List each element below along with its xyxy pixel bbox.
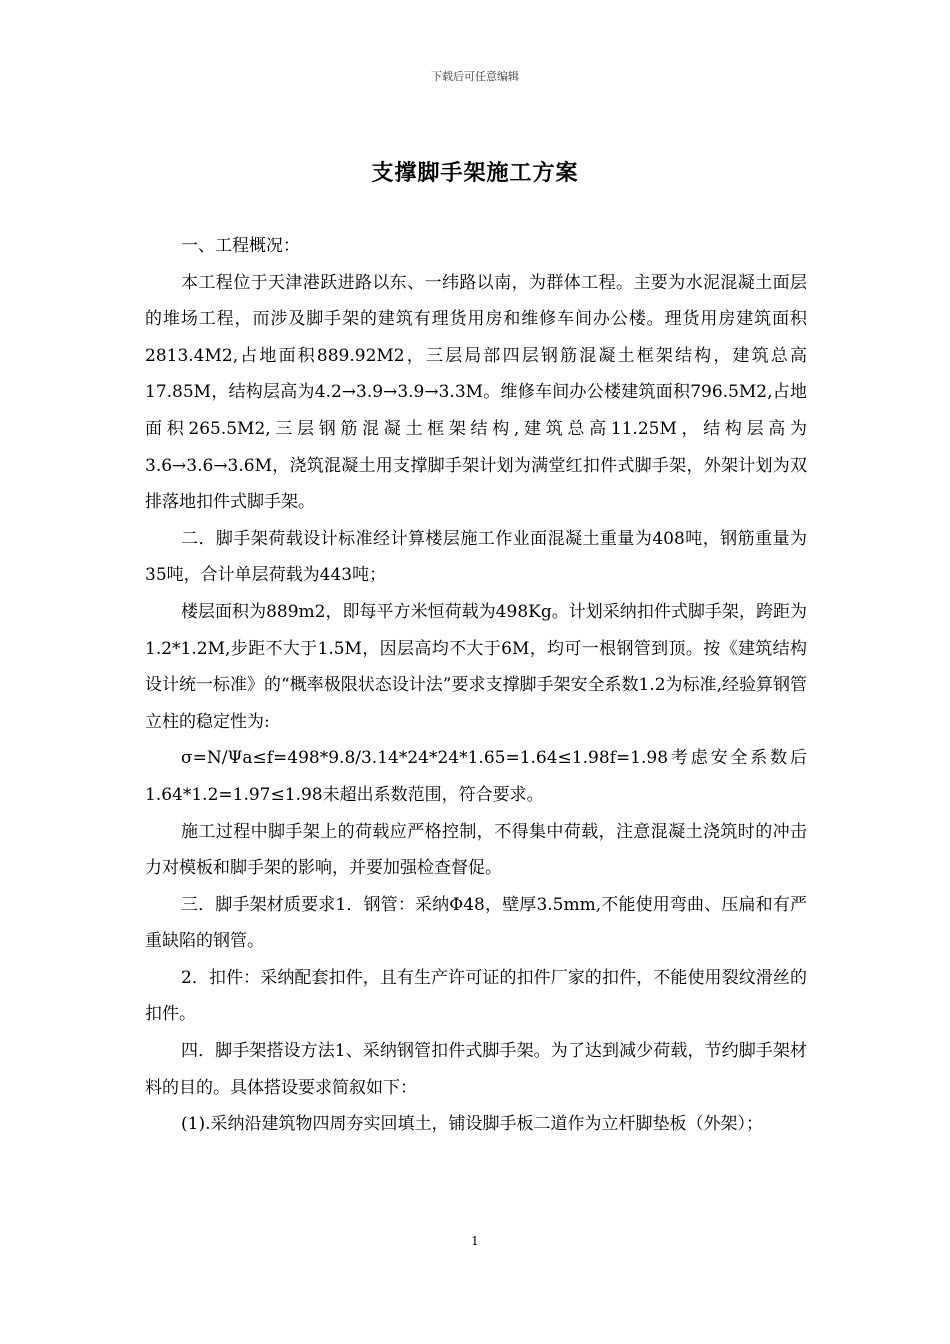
page-number: 1 (471, 1234, 479, 1248)
section-1-heading: 一、工程概况： (181, 236, 300, 256)
load-control-paragraph: 施工过程中脚手架上的荷载应严格控制，不得集中荷载，注意混凝土浇筑时的冲击力对模板和脚手架的影响，并要加强检查督促。 (145, 821, 807, 879)
stability-formula-paragraph: σ=N/Ψa≤f=498*9.8/3.14*24*24*1.65=1.64≤1.98f=1.98考虑安全系数后1.64*1.2=1.97≤1.98未超出系数范围，符合要求。 (145, 748, 807, 805)
load-calculation-paragraph: 楼层面积为889m2，即每平方米恒荷载为498Kg。计划采纳扣件式脚手架，跨距为1.2*1.2M,步距不大于1.5M，因层高均不大于6M，均可一根钢管到顶。按《建筑结构设计统一标准》的“概率极限状态设计法”要求支撑脚手架安全系数1.2为标准,经验算钢管立柱的稳定性为: (145, 601, 807, 732)
erection-step-1-paragraph: (1).采纳沿建筑物四周夯实回填土，铺设脚手板二道作为立杆脚垫板（外架）； (181, 1114, 763, 1135)
fastener-paragraph: 2．扣件：采纳配套扣件，且有生产许可证的扣件厂家的扣件，不能使用裂纹滑丝的扣件。 (145, 967, 807, 1025)
document-body (145, 228, 807, 1143)
project-overview-paragraph: 本工程位于天津港跃进路以东、一纬路以南，为群体工程。主要为水泥混凝土面层的堆场工程，而涉及脚手架的建筑有理货用房和维修车间办公楼。理货用房建筑面积2813.4M2,占地面积889.92M2，三层局部四层钢筋混凝土框架结构，建筑总高17.85M，结构层高为4.2→3.9→3.9→3.3M。维修车间办公楼建筑面积796.5M2,占地面积265.5M2,三层钢筋混凝土框架结构,建筑总高11.25M，结构层高为3.6→3.6→3.6M，浇筑混凝土用支撑脚手架计划为满堂红扣件式脚手架，外架计划为双排落地扣件式脚手架。 (145, 272, 807, 513)
page-header: 下载后可任意编辑 (431, 70, 519, 83)
section-2-paragraph: 二．脚手架荷载设计标准经计算楼层施工作业面混凝土重量为408吨，钢筋重量为35吨，合计单层荷载为443吨； (145, 528, 807, 586)
section-4-paragraph: 四．脚手架搭设方法1、采纳钢管扣件式脚手架。为了达到减少荷载，节约脚手架材料的目的。具体搭设要求简叙如下： (145, 1041, 807, 1098)
document-title: 支撑脚手架施工方案 (371, 160, 579, 186)
section-3-paragraph: 三．脚手架材质要求1．钢管：采纳Φ48，壁厚3.5mm,不能使用弯曲、压扁和有严重缺陷的钢管。 (145, 894, 807, 952)
